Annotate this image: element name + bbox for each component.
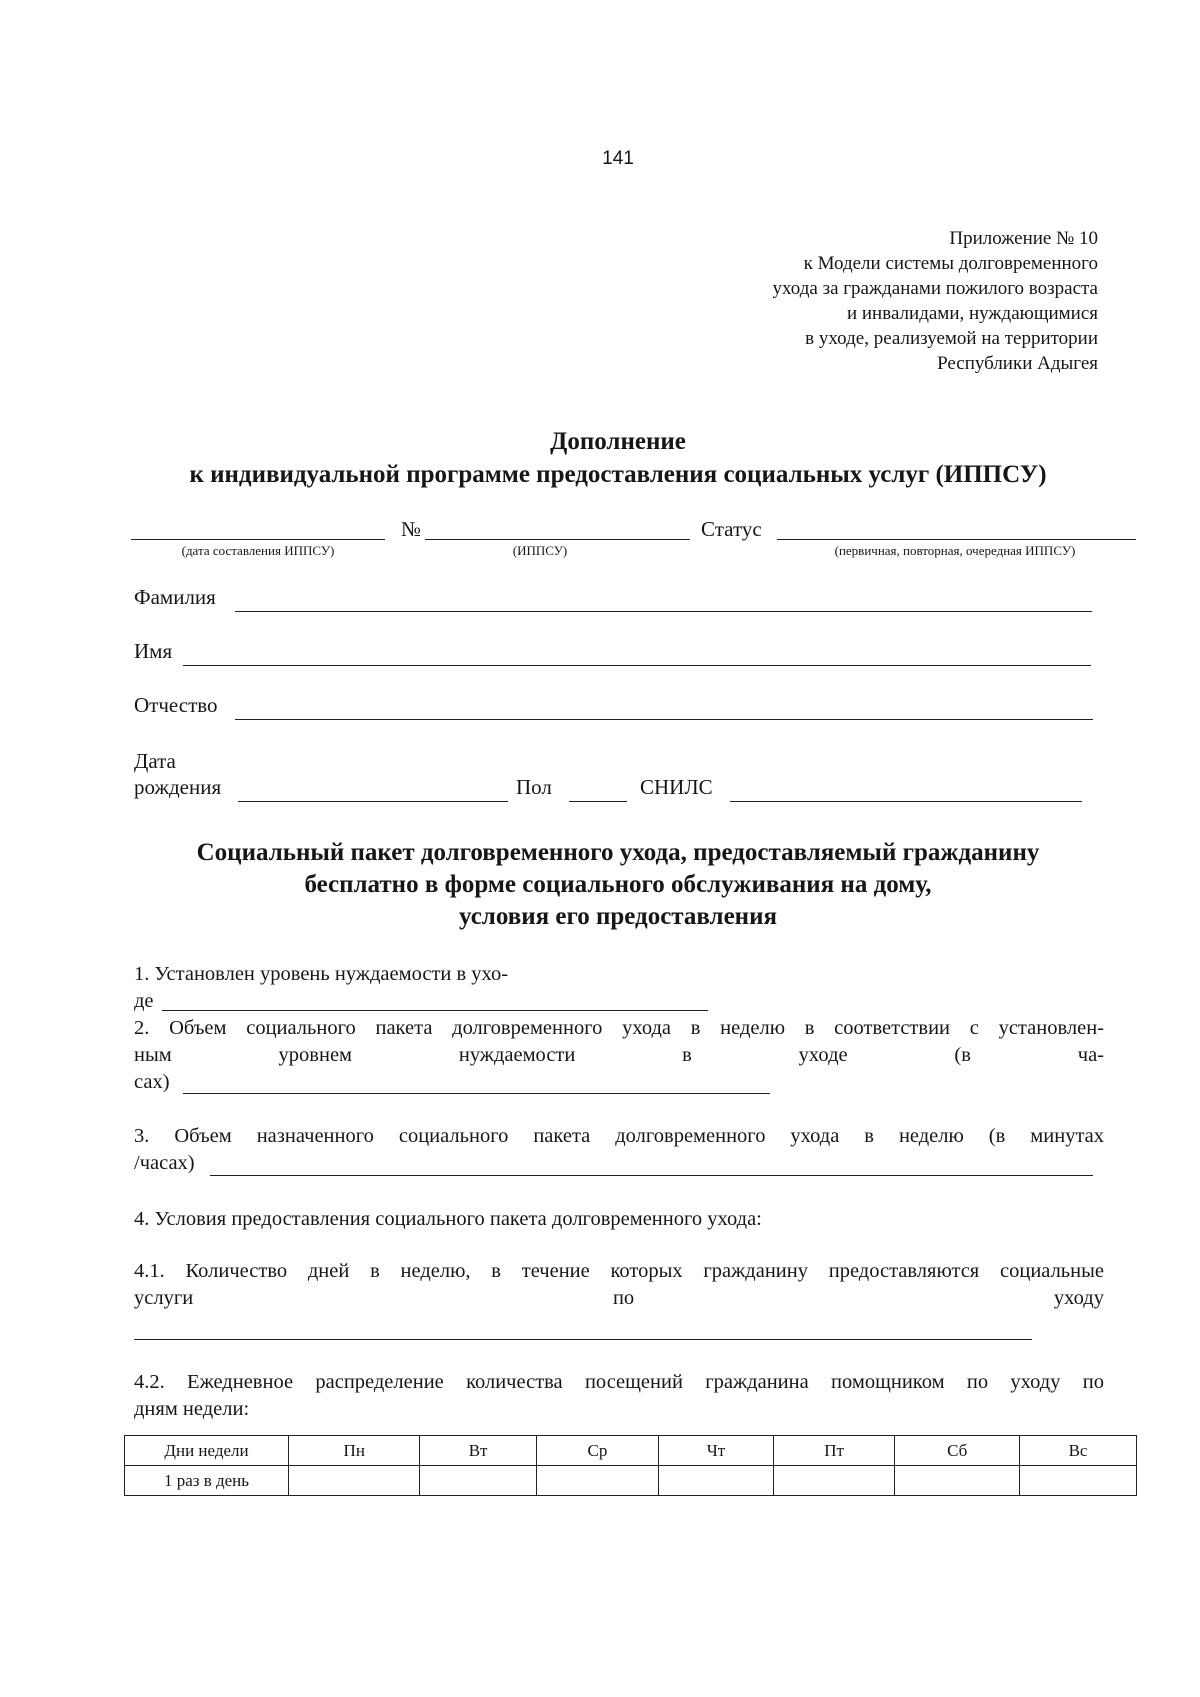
table-header-cell: Пт: [773, 1436, 895, 1466]
table-header-cell: Вс: [1020, 1436, 1137, 1466]
item-2-field[interactable]: [183, 1093, 770, 1094]
birth-date-field[interactable]: [238, 801, 508, 802]
date-caption: (дата составления ИППСУ): [181, 543, 335, 558]
table-cell[interactable]: [1020, 1466, 1137, 1496]
table-cell[interactable]: [420, 1466, 536, 1496]
status-field[interactable]: [777, 539, 1136, 540]
item-2-text-cont: ным уровнем нуждаемости в уходе (в ча-: [134, 1044, 1104, 1066]
number-field[interactable]: [425, 539, 690, 540]
date-field[interactable]: [131, 539, 385, 540]
item-4-text: 4. Условия предоставления социального пакета долговременного ухода:: [134, 1208, 762, 1230]
document-title: [0, 425, 1200, 491]
item-1-field[interactable]: [162, 1010, 708, 1011]
table-header-cell: Дни недели: [125, 1436, 289, 1466]
snils-label: СНИЛС: [640, 775, 713, 799]
appendix-line: к Модели системы долговременного: [803, 253, 1098, 274]
name-field[interactable]: [183, 665, 1091, 666]
appendix-line: в уходе, реализуемой на территории: [805, 328, 1098, 349]
table-row: [125, 1466, 1137, 1496]
table-cell[interactable]: [773, 1466, 895, 1496]
table-header-cell: Ср: [536, 1436, 658, 1466]
sex-label: Пол: [516, 775, 552, 799]
birth-label-line-2: рождения: [134, 775, 222, 799]
section-title-line-1: Социальный пакет долговременного ухода, предоставляемый гражданину: [196, 839, 1040, 866]
patronymic-field[interactable]: [235, 719, 1093, 720]
section-title: [0, 837, 1200, 933]
surname-field[interactable]: [235, 611, 1092, 612]
title-line-1: Дополнение: [550, 428, 686, 455]
table-header-cell: Сб: [895, 1436, 1020, 1466]
table-cell[interactable]: [289, 1466, 420, 1496]
status-caption: (первичная, повторная, очередная ИППСУ): [834, 543, 1076, 558]
snils-field[interactable]: [730, 801, 1082, 802]
birth-label-line-1: Дата: [134, 749, 176, 773]
appendix-line: и инвалидами, нуждающимися: [846, 303, 1098, 324]
item-4-1-field[interactable]: [134, 1339, 1032, 1340]
item-2-text: 2. Объем социального пакета долговременного ухода в неделю в соответствии с установлен-: [134, 1017, 1104, 1039]
item-4-1-text-cont: услуги по уходу: [134, 1287, 1104, 1309]
visits-table: [124, 1435, 1137, 1496]
title-line-2: к индивидуальной программе предоставления социальных услуг (ИППСУ): [189, 461, 1047, 488]
page-number: 141: [602, 148, 634, 169]
appendix-line: Республики Адыгея: [937, 353, 1098, 374]
number-label: №: [401, 517, 422, 541]
table-cell[interactable]: [536, 1466, 658, 1496]
sex-field[interactable]: [569, 801, 627, 802]
item-4-1-text: 4.1. Количество дней в неделю, в течение которых гражданину предоставляются социальные: [134, 1260, 1104, 1282]
item-4-2-text: 4.2. Ежедневное распределение количества посещений гражданина помощником по уходу по: [134, 1371, 1104, 1393]
appendix-reference: [773, 226, 1099, 376]
item-3-text: 3. Объем назначенного социального пакета долговременного ухода в неделю (в минутах: [134, 1125, 1104, 1147]
item-1-text-cont: де: [134, 990, 154, 1012]
number-caption: (ИППСУ): [512, 543, 568, 558]
status-label: Статус: [701, 517, 762, 541]
patronymic-label: Отчество: [134, 693, 218, 717]
table-header-row: [125, 1436, 1137, 1466]
appendix-line: Приложение № 10: [949, 228, 1098, 249]
surname-label: Фамилия: [134, 585, 216, 609]
table-row-label: 1 раз в день: [125, 1466, 289, 1496]
item-2-text-end: сах): [134, 1071, 170, 1093]
appendix-line: ухода за гражданами пожилого возраста: [772, 278, 1098, 299]
table-header-cell: Вт: [420, 1436, 536, 1466]
item-1-text: 1. Установлен уровень нуждаемости в ухо-: [134, 963, 509, 985]
table-cell[interactable]: [659, 1466, 774, 1496]
item-3-text-cont: /часах): [134, 1152, 195, 1174]
table-header-cell: Чт: [659, 1436, 774, 1466]
table-cell[interactable]: [895, 1466, 1020, 1496]
name-label: Имя: [134, 639, 173, 663]
item-3-field[interactable]: [210, 1175, 1093, 1176]
section-title-line-3: условия его предоставления: [458, 903, 778, 930]
table-header-cell: Пн: [289, 1436, 420, 1466]
section-title-line-2: бесплатно в форме социального обслуживания на дому,: [304, 871, 932, 898]
item-4-2-text-cont: дням недели:: [134, 1398, 250, 1420]
